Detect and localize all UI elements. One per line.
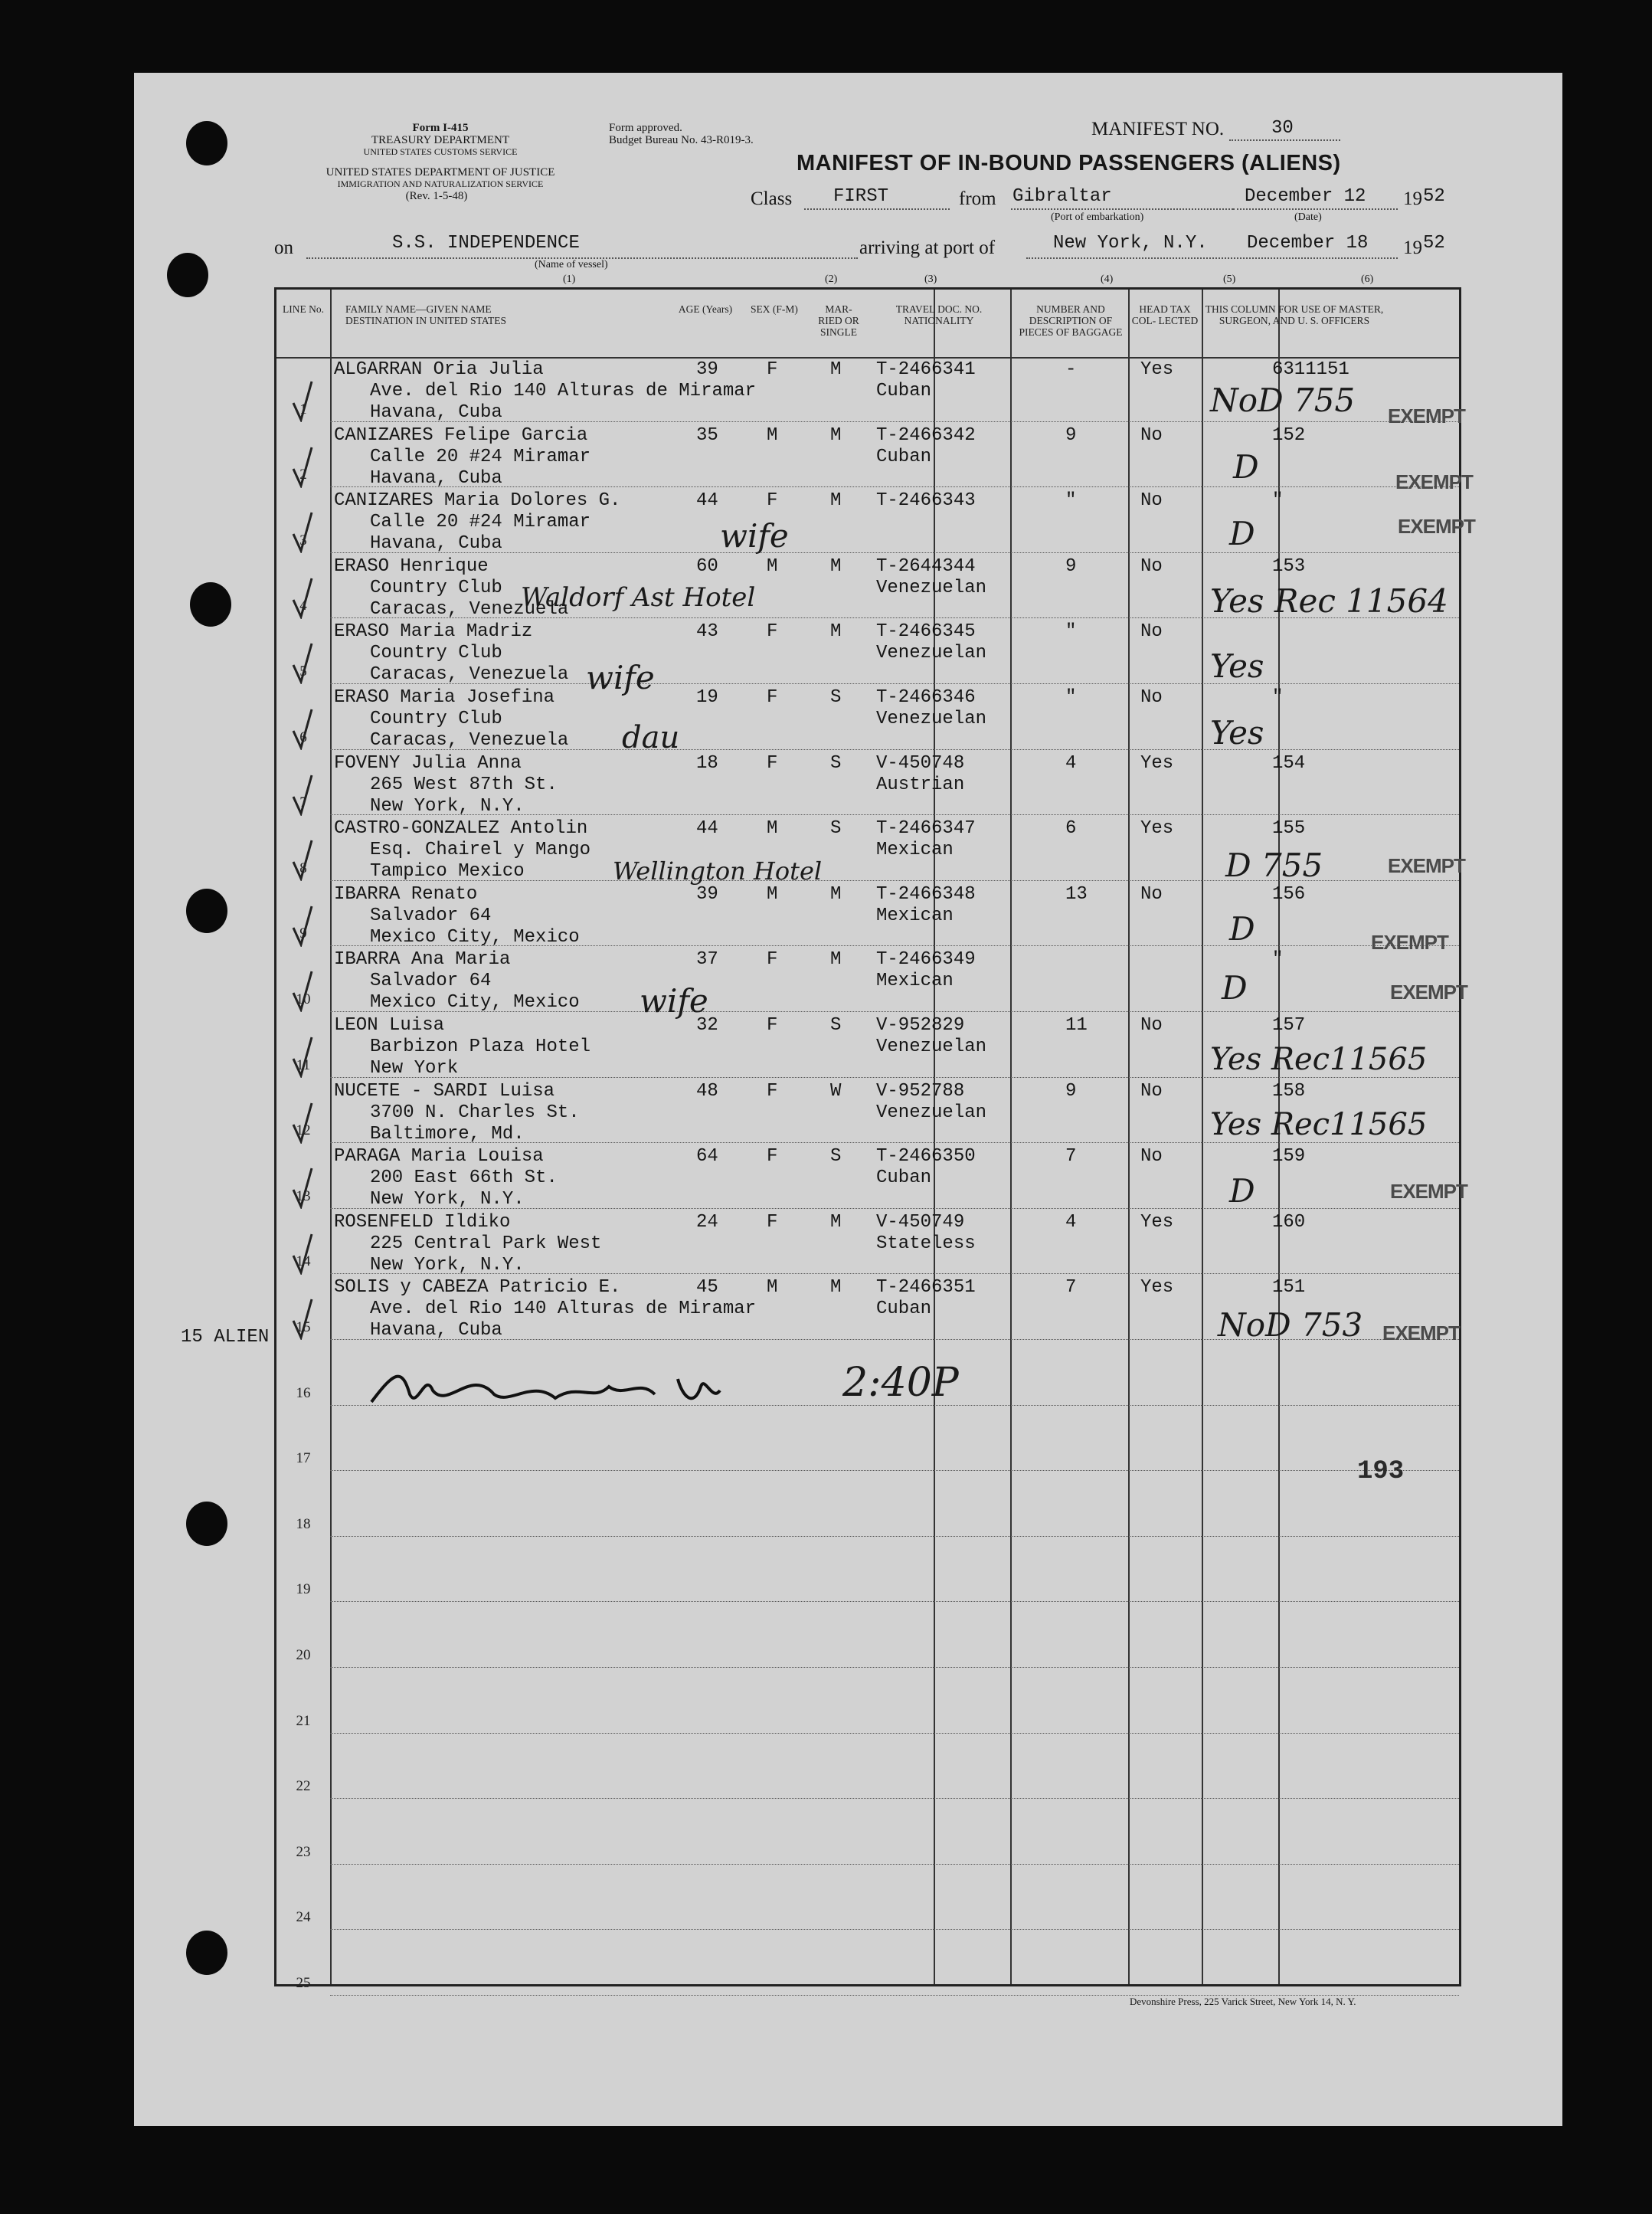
passenger-city: Caracas, Venezuela <box>370 730 569 751</box>
nationality: Cuban <box>876 381 932 401</box>
baggage-count: 9 <box>1065 1080 1077 1102</box>
marital-status: M <box>830 949 842 971</box>
th-sex: SEX (F-M) <box>751 303 798 315</box>
th-baggage: NUMBER AND DESCRIPTION OF PIECES OF BAGGAGE <box>1019 303 1123 338</box>
head-tax: No <box>1140 1080 1163 1102</box>
punch-hole <box>167 253 208 297</box>
line-number: 6 <box>299 729 307 745</box>
passenger-age: 37 <box>696 949 718 971</box>
line-number: 11 <box>296 1056 311 1073</box>
arrival-port: New York, N.Y. <box>1053 233 1208 254</box>
passenger-address: Country Club <box>370 643 502 664</box>
marital-status: S <box>830 818 842 840</box>
check-mark-icon <box>292 970 313 1012</box>
passenger-city: Havana, Cuba <box>370 533 502 555</box>
officer-note: 153 <box>1272 555 1306 577</box>
nationality: Mexican <box>876 840 954 861</box>
officer-note: 156 <box>1272 883 1306 905</box>
check-mark-icon <box>292 380 313 422</box>
marital-status: M <box>830 621 842 643</box>
punch-hole <box>186 1931 227 1975</box>
date-caption: (Date) <box>1294 211 1322 223</box>
vessel-caption: (Name of vessel) <box>535 259 608 270</box>
passenger-age: 44 <box>696 490 718 512</box>
passenger-sex: M <box>767 883 778 905</box>
marital-status: S <box>830 752 842 774</box>
printer-footer: Devonshire Press, 225 Varick Street, New York 14, N. Y. <box>1130 1996 1356 2007</box>
year-suffix: 52 <box>1423 186 1445 207</box>
officer-note: 157 <box>1272 1015 1306 1036</box>
passenger-age: 18 <box>696 752 718 774</box>
nationality: Mexican <box>876 971 954 992</box>
baggage-count: " <box>1065 621 1077 643</box>
page-number: 193 <box>1357 1457 1405 1486</box>
head-tax: No <box>1140 424 1163 446</box>
th-married: MAR- RIED OR SINGLE <box>818 303 859 338</box>
line-number: 19 <box>296 1581 311 1598</box>
passenger-address: Country Club <box>370 709 502 729</box>
line-number: 9 <box>299 925 307 942</box>
manifest-number: 30 <box>1271 118 1294 139</box>
passenger-name: FOVENY Julia Anna <box>334 752 522 774</box>
line-number: 20 <box>296 1647 311 1663</box>
line-number: 16 <box>296 1384 311 1401</box>
col-num-3: (3) <box>924 273 937 285</box>
tax-note-3: D <box>1229 515 1255 552</box>
check-mark-icon <box>292 774 313 816</box>
head-tax: Yes <box>1140 818 1174 840</box>
check-mark-icon <box>292 1233 313 1275</box>
note-hotel-1: Waldorf Ast Hotel <box>521 582 756 613</box>
vessel-name: S.S. INDEPENDENCE <box>392 233 580 254</box>
alien-count: 15 ALIEN <box>181 1327 270 1348</box>
passenger-age: 60 <box>696 555 718 577</box>
check-mark-icon <box>292 1298 313 1340</box>
head-tax: Yes <box>1140 752 1174 774</box>
passenger-sex: M <box>767 555 778 577</box>
nationality: Cuban <box>876 1168 932 1189</box>
travel-doc: V-450749 <box>876 1211 965 1233</box>
baggage-count: 13 <box>1065 883 1088 905</box>
passenger-age: 39 <box>696 359 718 380</box>
col-num-4: (4) <box>1101 273 1114 285</box>
note-hotel-2: Wellington Hotel <box>613 856 823 886</box>
passenger-address: 200 East 66th St. <box>370 1168 558 1189</box>
punch-hole <box>190 582 231 627</box>
line-number: 14 <box>296 1253 311 1270</box>
line-number: 22 <box>296 1778 311 1795</box>
exempt-stamp: EXEMPT <box>1382 1322 1460 1344</box>
officer-note: 151 <box>1272 1277 1306 1299</box>
passenger-city: New York, N.Y. <box>370 795 525 817</box>
customs-service: UNITED STATES CUSTOMS SERVICE <box>363 146 518 157</box>
line-number: 1 <box>299 401 307 418</box>
travel-doc: V-952829 <box>876 1015 965 1036</box>
line-number: 13 <box>296 1187 311 1204</box>
passenger-address: Country Club <box>370 577 502 598</box>
passenger-sex: M <box>767 424 778 446</box>
budget-bureau: Budget Bureau No. 43-R019-3. <box>609 134 754 146</box>
passenger-name: LEON Luisa <box>334 1015 445 1036</box>
row-divider <box>330 1864 1459 1865</box>
th-name: FAMILY NAME—GIVEN NAME DESTINATION IN UNITED STATES <box>345 303 507 326</box>
passenger-age: 43 <box>696 621 718 643</box>
check-mark-icon <box>292 1102 313 1144</box>
check-mark-icon <box>292 446 313 488</box>
nationality: Stateless <box>876 1233 976 1254</box>
signature-time: 2:40P <box>842 1360 959 1406</box>
travel-doc: V-952788 <box>876 1080 965 1102</box>
line-number: 4 <box>299 598 307 614</box>
passenger-sex: F <box>767 949 778 971</box>
line-number: 10 <box>296 991 311 1007</box>
officer-note: " <box>1272 949 1284 971</box>
passenger-sex: F <box>767 621 778 643</box>
passenger-city: Havana, Cuba <box>370 467 502 489</box>
th-line: LINE No. <box>283 303 324 315</box>
form-approved: Form approved. <box>609 122 682 134</box>
th-travel: TRAVEL DOC. NO. NATIONALITY <box>895 303 983 326</box>
passenger-name: SOLIS y CABEZA Patricio E. <box>334 1277 621 1299</box>
exempt-stamp: EXEMPT <box>1395 470 1473 493</box>
passenger-name: ALGARRAN Oria Julia <box>334 359 544 380</box>
travel-doc: T-2466343 <box>876 490 976 512</box>
travel-doc: T-2644344 <box>876 555 976 577</box>
marital-status: S <box>830 687 842 708</box>
baggage-count: 9 <box>1065 424 1077 446</box>
passenger-name: CANIZARES Maria Dolores G. <box>334 490 621 512</box>
punch-hole <box>186 889 227 933</box>
tax-note-12: Yes Rec11565 <box>1210 1107 1428 1142</box>
revision: (Rev. 1-5-48) <box>405 190 468 202</box>
passenger-age: 48 <box>696 1080 718 1102</box>
class-label: Class <box>751 188 793 209</box>
form-title: MANIFEST OF IN-BOUND PASSENGERS (ALIENS) <box>797 151 1341 175</box>
line-number: 21 <box>296 1712 311 1729</box>
year-prefix: 19 <box>1403 188 1422 209</box>
passenger-address: Ave. del Rio 140 Alturas de Miramar <box>370 1299 757 1320</box>
travel-doc: V-450748 <box>876 752 965 774</box>
passenger-address: 225 Central Park West <box>370 1233 602 1254</box>
note-wife-1: wife <box>720 517 789 555</box>
line-number: 2 <box>299 467 307 483</box>
row-divider <box>330 1470 1459 1471</box>
year-prefix-2: 19 <box>1403 237 1422 258</box>
baggage-count: - <box>1065 359 1077 380</box>
nationality: Venezuelan <box>876 577 987 598</box>
nationality: Venezuelan <box>876 1102 987 1123</box>
tax-note-15: NoD 753 <box>1218 1306 1363 1344</box>
arriving-label: arriving at port of <box>859 237 996 258</box>
passenger-name: CASTRO-GONZALEZ Antolin <box>334 818 588 840</box>
marital-status: M <box>830 883 842 905</box>
row-divider <box>330 1667 1459 1668</box>
passenger-city: Havana, Cuba <box>370 1320 502 1341</box>
passenger-age: 44 <box>696 818 718 840</box>
exempt-stamp: EXEMPT <box>1390 981 1467 1004</box>
check-mark-icon <box>292 577 313 619</box>
marital-status: M <box>830 1277 842 1299</box>
marital-status: S <box>830 1015 842 1036</box>
tax-note-13: D <box>1229 1172 1255 1210</box>
passenger-sex: F <box>767 1211 778 1233</box>
travel-doc: T-2466346 <box>876 687 976 708</box>
head-tax: No <box>1140 555 1163 577</box>
check-mark-icon <box>292 642 313 684</box>
marital-status: M <box>830 555 842 577</box>
passenger-name: NUCETE - SARDI Luisa <box>334 1080 555 1102</box>
passenger-address: Calle 20 #24 Miramar <box>370 446 591 467</box>
check-mark-icon <box>292 511 313 553</box>
note-wife-2: wife <box>586 659 655 696</box>
check-mark-icon <box>292 1167 313 1209</box>
from-label: from <box>959 188 996 209</box>
year-suffix-2: 52 <box>1423 233 1445 254</box>
check-mark-icon <box>292 905 313 947</box>
nationality: Cuban <box>876 1299 932 1320</box>
exempt-stamp: EXEMPT <box>1371 931 1448 954</box>
nationality: Venezuelan <box>876 709 987 729</box>
passenger-city: New York <box>370 1058 459 1079</box>
exempt-stamp: EXEMPT <box>1388 404 1465 427</box>
check-mark-icon <box>292 708 313 750</box>
on-label: on <box>274 237 293 258</box>
punch-hole <box>186 1502 227 1546</box>
head-tax: Yes <box>1140 1277 1174 1299</box>
passenger-name: ERASO Maria Josefina <box>334 687 555 708</box>
officer-note: " <box>1272 687 1284 708</box>
baggage-count: " <box>1065 490 1077 512</box>
passenger-city: Baltimore, Md. <box>370 1123 525 1145</box>
line-number: 15 <box>296 1319 311 1335</box>
col-num-5: (5) <box>1223 273 1236 285</box>
baggage-count: 9 <box>1065 555 1077 577</box>
marital-status: S <box>830 1146 842 1168</box>
passenger-sex: F <box>767 359 778 380</box>
inspector-signature <box>364 1356 839 1417</box>
manifest-label: MANIFEST NO. <box>1091 119 1225 139</box>
baggage-count: 4 <box>1065 752 1077 774</box>
passenger-city: Caracas, Venezuela <box>370 664 569 686</box>
line-number: 24 <box>296 1909 311 1926</box>
check-mark-icon <box>292 839 313 881</box>
row-divider <box>330 1601 1459 1602</box>
passenger-address: Salvador 64 <box>370 971 492 992</box>
passenger-city: Mexico City, Mexico <box>370 992 580 1014</box>
passenger-age: 45 <box>696 1277 718 1299</box>
passenger-address: Salvador 64 <box>370 905 492 926</box>
note-wife-3: wife <box>640 982 708 1020</box>
nationality: Cuban <box>876 446 932 467</box>
tax-note-5: Yes <box>1210 647 1264 685</box>
class-value: FIRST <box>833 186 889 207</box>
passenger-city: Mexico City, Mexico <box>370 926 580 948</box>
travel-doc: T-2466351 <box>876 1277 976 1299</box>
travel-doc: T-2466349 <box>876 949 976 971</box>
line-number: 3 <box>299 532 307 549</box>
passenger-sex: F <box>767 490 778 512</box>
line-number: 7 <box>299 794 307 811</box>
passenger-address: Calle 20 #24 Miramar <box>370 512 591 533</box>
passenger-sex: F <box>767 1146 778 1168</box>
passenger-name: IBARRA Renato <box>334 883 478 905</box>
passenger-sex: F <box>767 752 778 774</box>
col-num-6: (6) <box>1361 273 1374 285</box>
exempt-stamp: EXEMPT <box>1390 1180 1467 1203</box>
officer-note: 6311151 <box>1272 359 1349 380</box>
passenger-age: 39 <box>696 883 718 905</box>
col-num-2: (2) <box>825 273 838 285</box>
officer-note: 154 <box>1272 752 1306 774</box>
passenger-sex: M <box>767 1277 778 1299</box>
check-mark-icon <box>292 1036 313 1078</box>
line-number: 23 <box>296 1843 311 1860</box>
travel-doc: T-2466342 <box>876 424 976 446</box>
line-number: 12 <box>296 1122 311 1139</box>
nationality: Venezuelan <box>876 1037 987 1057</box>
tax-note-8: D 755 <box>1225 847 1323 884</box>
passenger-name: IBARRA Ana Maria <box>334 949 511 971</box>
tax-note-11: Yes Rec11565 <box>1210 1042 1428 1077</box>
row-divider <box>330 1536 1459 1537</box>
passenger-city: Caracas, Venezuela <box>370 598 569 620</box>
passenger-city: New York, N.Y. <box>370 1189 525 1210</box>
line-number: 17 <box>296 1450 311 1467</box>
baggage-count: 6 <box>1065 818 1077 840</box>
passenger-age: 32 <box>696 1015 718 1036</box>
head-tax: No <box>1140 621 1163 643</box>
head-tax: Yes <box>1140 359 1174 380</box>
th-headtax: HEAD TAX COL- LECTED <box>1131 303 1199 326</box>
passenger-age: 19 <box>696 687 718 708</box>
table-header <box>276 290 1459 359</box>
passenger-age: 64 <box>696 1146 718 1168</box>
passenger-age: 35 <box>696 424 718 446</box>
head-tax: No <box>1140 687 1163 708</box>
passenger-age: 24 <box>696 1211 718 1233</box>
nationality: Venezuelan <box>876 643 987 664</box>
passenger-sex: M <box>767 818 778 840</box>
treasury-dept: TREASURY DEPARTMENT <box>371 134 510 146</box>
note-dau: dau <box>622 720 680 755</box>
head-tax: No <box>1140 1146 1163 1168</box>
baggage-count: 7 <box>1065 1277 1077 1299</box>
travel-doc: T-2466345 <box>876 621 976 643</box>
passenger-name: PARAGA Maria Louisa <box>334 1146 544 1168</box>
passenger-name: ROSENFELD Ildiko <box>334 1211 511 1233</box>
th-officers: THIS COLUMN FOR USE OF MASTER, SURGEON, AND U. S. OFFICERS <box>1205 303 1384 326</box>
justice-dept: UNITED STATES DEPARTMENT OF JUSTICE <box>325 166 555 178</box>
head-tax: No <box>1140 490 1163 512</box>
passenger-address: Ave. del Rio 140 Alturas de Miramar <box>370 381 757 401</box>
ins-service: IMMIGRATION AND NATURALIZATION SERVICE <box>337 178 544 189</box>
travel-doc: T-2466341 <box>876 359 976 380</box>
marital-status: W <box>830 1080 842 1102</box>
line-number: 25 <box>296 1975 311 1991</box>
travel-doc: T-2466348 <box>876 883 976 905</box>
punch-hole <box>186 121 227 165</box>
marital-status: M <box>830 490 842 512</box>
officer-note: 152 <box>1272 424 1306 446</box>
marital-status: M <box>830 359 842 380</box>
head-tax: No <box>1140 883 1163 905</box>
form-number: Form I-415 <box>412 122 469 134</box>
officer-note: 155 <box>1272 818 1306 840</box>
baggage-count: 11 <box>1065 1015 1088 1036</box>
tax-note-4: Yes Rec 11564 <box>1210 582 1448 620</box>
passenger-name: ERASO Maria Madriz <box>334 621 533 643</box>
tax-note-1: NoD 755 <box>1210 382 1356 419</box>
tax-note-10: D <box>1222 969 1248 1007</box>
th-age: AGE (Years) <box>678 303 733 315</box>
travel-doc: T-2466347 <box>876 818 976 840</box>
row-divider <box>330 1929 1459 1930</box>
embarkation-port: Gibraltar <box>1012 186 1112 207</box>
head-tax: No <box>1140 1015 1163 1036</box>
passenger-address: Barbizon Plaza Hotel <box>370 1037 591 1057</box>
passenger-sex: F <box>767 1015 778 1036</box>
nationality: Austrian <box>876 774 965 795</box>
officer-note: 160 <box>1272 1211 1306 1233</box>
passenger-name: ERASO Henrique <box>334 555 489 577</box>
embarkation-date: December 12 <box>1245 186 1366 207</box>
baggage-count: 7 <box>1065 1146 1077 1168</box>
embarkation-caption: (Port of embarkation) <box>1051 211 1144 223</box>
passenger-city: Tampico Mexico <box>370 861 525 883</box>
officer-note: 159 <box>1272 1146 1306 1168</box>
marital-status: M <box>830 1211 842 1233</box>
tax-note-9: D <box>1229 910 1255 948</box>
officer-note: 158 <box>1272 1080 1306 1102</box>
travel-doc: T-2466350 <box>876 1146 976 1168</box>
tax-note-6: Yes <box>1210 714 1264 752</box>
tax-note-2: D <box>1233 448 1259 486</box>
passenger-city: New York, N.Y. <box>370 1254 525 1276</box>
passenger-address: 265 West 87th St. <box>370 774 558 795</box>
nationality: Mexican <box>876 905 954 926</box>
passenger-city: Havana, Cuba <box>370 402 502 423</box>
head-tax: Yes <box>1140 1211 1174 1233</box>
arrival-date: December 18 <box>1247 233 1369 254</box>
baggage-count: " <box>1065 687 1077 708</box>
row-divider <box>330 1798 1459 1799</box>
col-num-1: (1) <box>563 273 576 285</box>
baggage-count: 4 <box>1065 1211 1077 1233</box>
passenger-sex: F <box>767 687 778 708</box>
line-number: 5 <box>299 663 307 680</box>
line-number: 8 <box>299 860 307 876</box>
line-number: 18 <box>296 1515 311 1532</box>
exempt-stamp: EXEMPT <box>1398 515 1475 538</box>
officer-note: " <box>1272 490 1284 512</box>
passenger-address: Esq. Chairel y Mango <box>370 840 591 861</box>
exempt-stamp: EXEMPT <box>1388 854 1465 877</box>
passenger-sex: F <box>767 1080 778 1102</box>
marital-status: M <box>830 424 842 446</box>
passenger-name: CANIZARES Felipe Garcia <box>334 424 588 446</box>
passenger-address: 3700 N. Charles St. <box>370 1102 580 1123</box>
row-divider <box>330 1733 1459 1734</box>
